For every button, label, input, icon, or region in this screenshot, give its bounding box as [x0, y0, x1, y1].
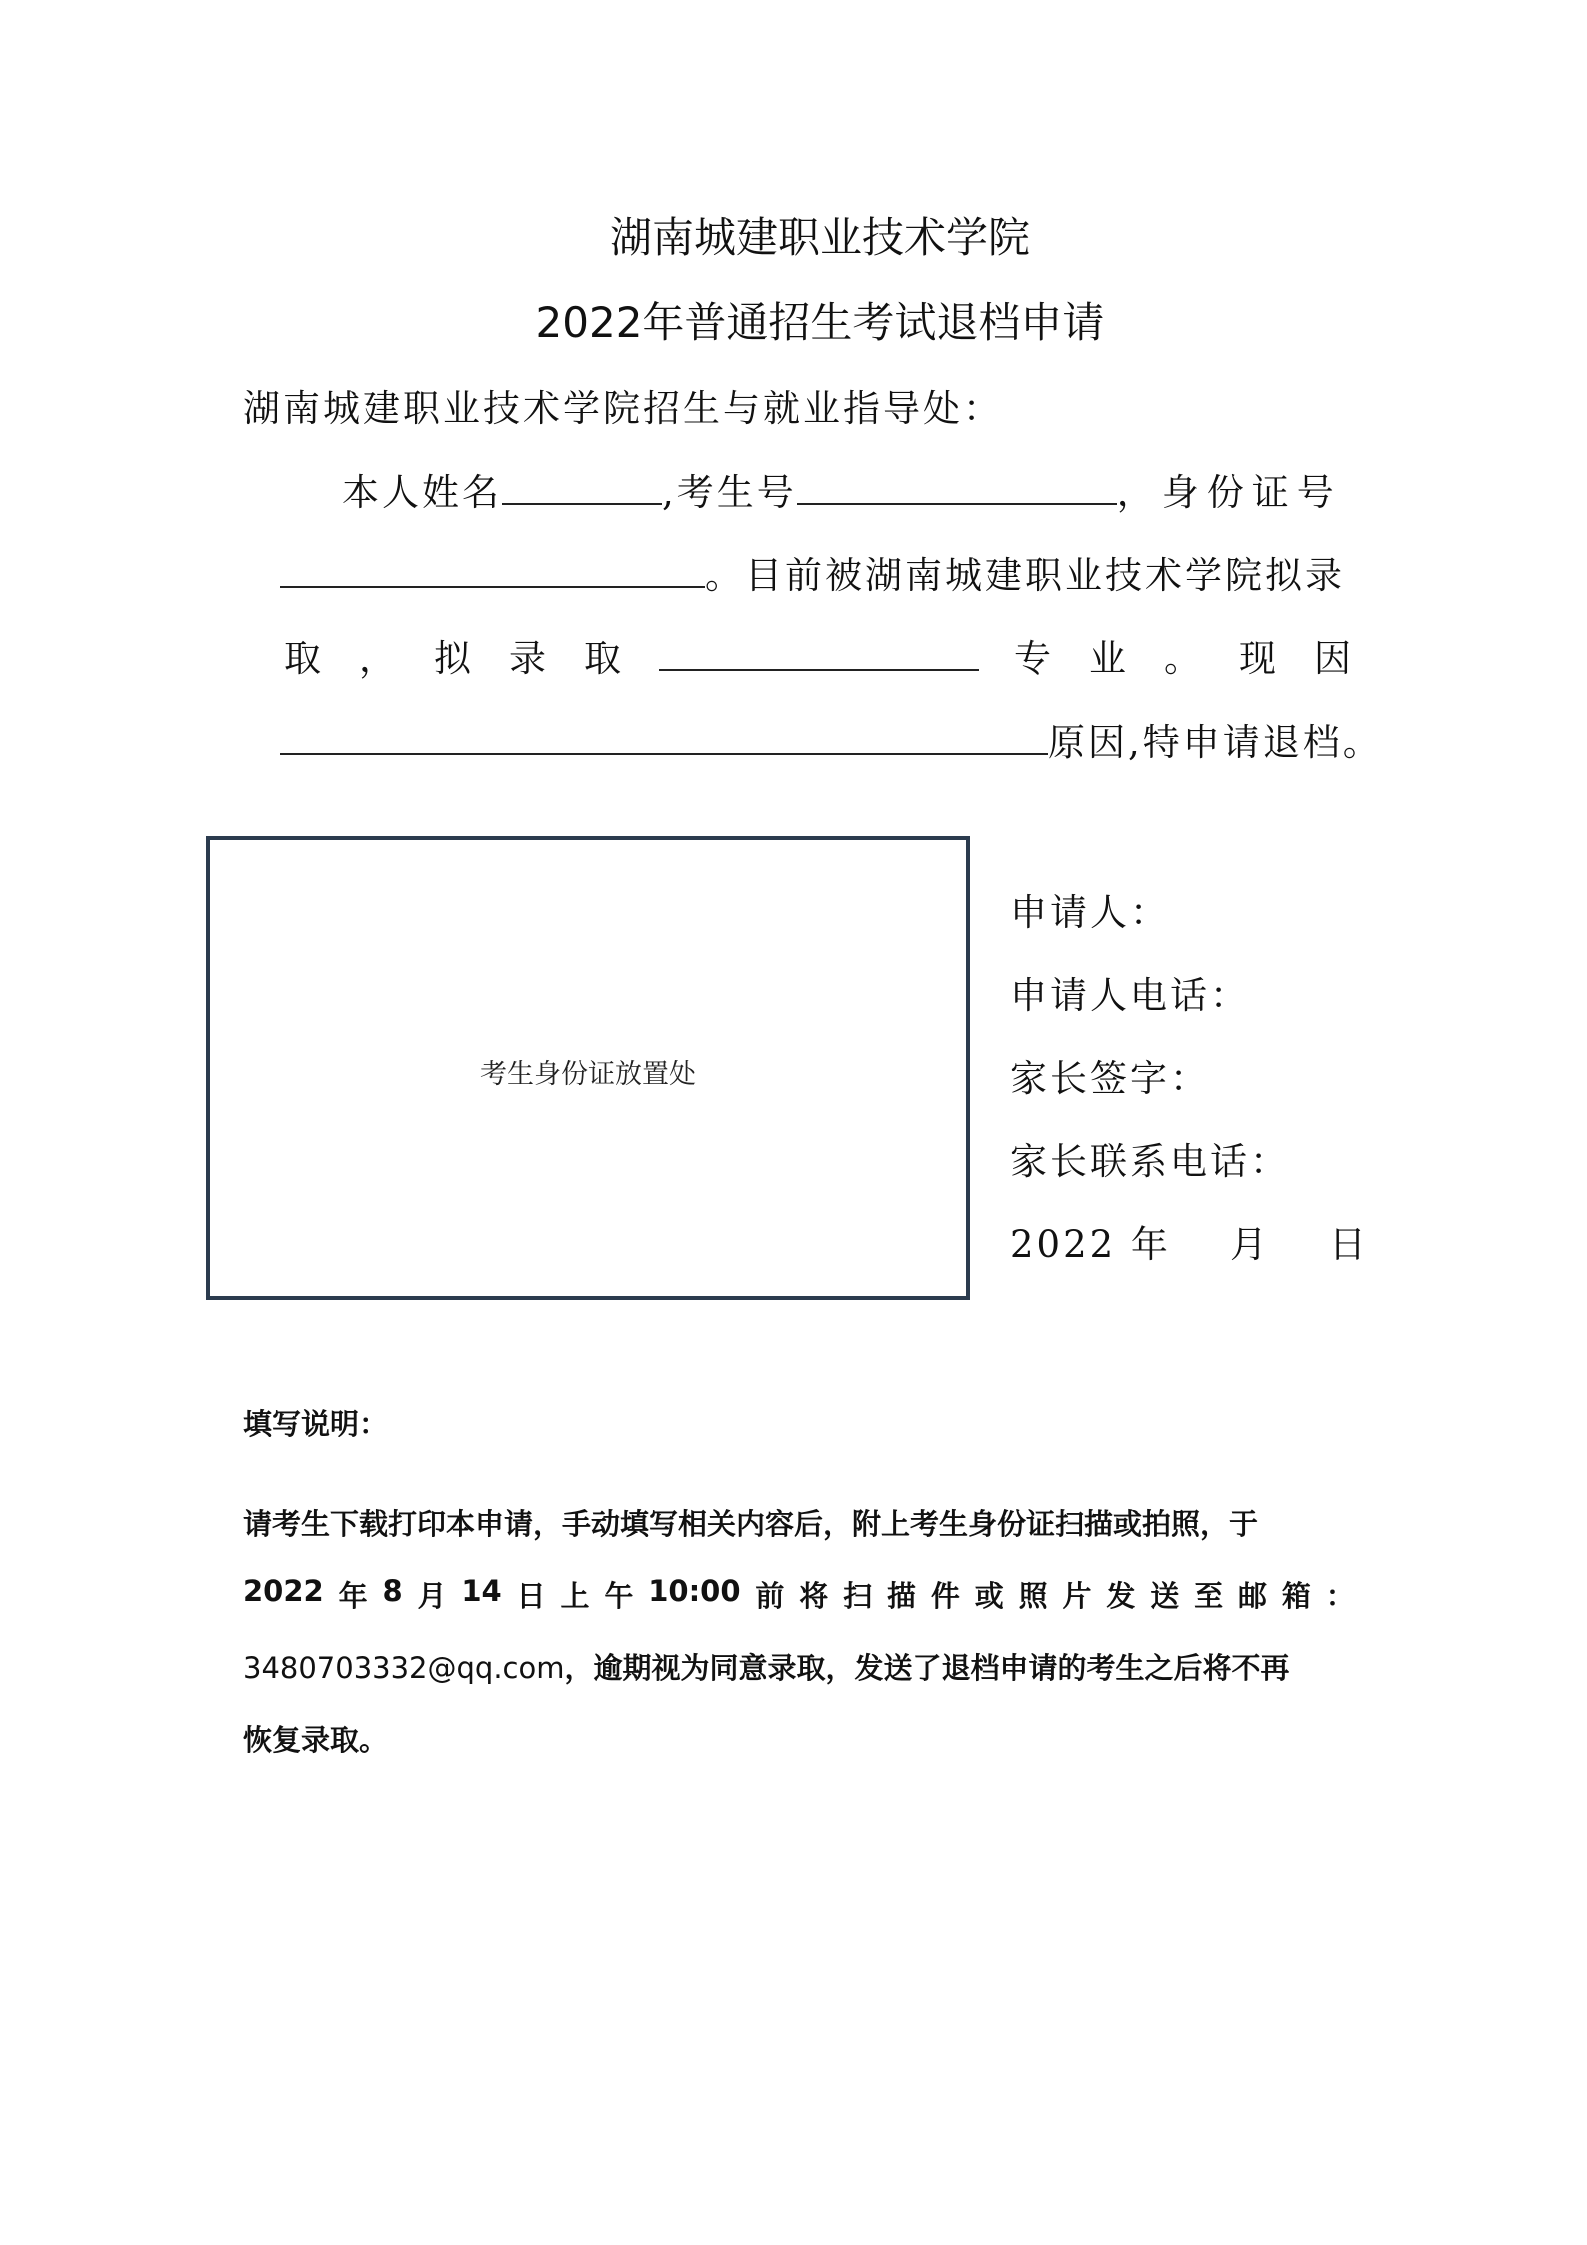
word: 年 — [338, 1579, 368, 1613]
word: 发 — [1106, 1579, 1136, 1613]
exam-no-label: ,考生号 — [662, 471, 797, 514]
applicant-phone-label: 申请人电话： — [1010, 974, 1250, 1017]
name-label: 本人姓名 — [342, 471, 502, 514]
word: 10:00 — [648, 1574, 741, 1608]
date-line: 2022 年 月 日 — [1010, 1223, 1370, 1266]
email-address[interactable]: 3480703332@qq.com — [243, 1651, 565, 1685]
word: 扫 — [843, 1579, 873, 1613]
word: 片 — [1062, 1579, 1092, 1613]
word: ： — [1325, 1579, 1355, 1613]
word: 照 — [1018, 1579, 1048, 1613]
char: 业 — [1089, 637, 1129, 680]
body-line-4 — [280, 712, 1383, 766]
word: 件 — [930, 1579, 960, 1613]
instructions-line-4: 恢复录取。 — [243, 1723, 389, 1757]
word: 前 — [755, 1579, 785, 1613]
admitted-text: 。目前被湖南城建职业技术学院拟录 — [705, 554, 1345, 597]
parent-phone-label: 家长联系电话： — [1010, 1140, 1290, 1183]
word: 至 — [1194, 1579, 1224, 1613]
char: 专 — [1014, 637, 1054, 680]
applicant-label: 申请人： — [1010, 891, 1170, 934]
id-label: ，身份证号 — [1116, 471, 1342, 514]
body-line-1 — [342, 462, 1342, 516]
word: 月 — [417, 1579, 447, 1613]
instructions-heading: 填写说明： — [243, 1407, 389, 1441]
instructions-line-3-rest: ，逾期视为同意录取，发送了退档申请的考生之后将不再 — [564, 1651, 1290, 1685]
char: ， — [359, 637, 399, 680]
char: 现 — [1239, 637, 1279, 680]
word: 或 — [974, 1579, 1004, 1613]
word: 14 — [461, 1574, 502, 1608]
word: 送 — [1150, 1579, 1180, 1613]
word: 上 — [560, 1579, 590, 1613]
name-blank[interactable] — [502, 467, 662, 505]
addressee: 湖南城建职业技术学院招生与就业指导处： — [243, 387, 1003, 430]
word: 2022 — [243, 1574, 324, 1608]
char: 取 — [284, 637, 324, 680]
word: 午 — [604, 1579, 634, 1613]
instructions-line-2 — [243, 1574, 1355, 1615]
page-subtitle: 2022年普通招生考试退档申请 — [535, 298, 1105, 347]
reason-suffix: 原因,特申请退档。 — [1048, 721, 1383, 764]
word: 日 — [516, 1579, 546, 1613]
char: 因 — [1314, 637, 1354, 680]
char: 取 — [584, 637, 624, 680]
word: 8 — [382, 1574, 403, 1608]
word: 描 — [887, 1579, 917, 1613]
major-blank[interactable] — [659, 633, 979, 671]
id-card-box — [206, 836, 970, 1300]
word: 箱 — [1281, 1579, 1311, 1613]
body-line-2 — [280, 545, 1345, 599]
page-title: 湖南城建职业技术学院 — [609, 213, 1030, 262]
instructions-line-3 — [243, 1646, 1290, 1687]
instructions-line-1: 请考生下载打印本申请，手动填写相关内容后，附上考生身份证扫描或拍照，于 — [243, 1507, 1259, 1541]
id-number-blank[interactable] — [280, 550, 705, 588]
char: 。 — [1164, 637, 1204, 680]
char: 录 — [509, 637, 549, 680]
reason-blank[interactable] — [280, 717, 1048, 755]
word: 将 — [799, 1579, 829, 1613]
parent-sign-label: 家长签字： — [1010, 1057, 1210, 1100]
char: 拟 — [434, 637, 474, 680]
word: 邮 — [1238, 1579, 1268, 1613]
id-card-box-label: 考生身份证放置处 — [480, 1059, 696, 1090]
body-line-3 — [284, 628, 1354, 682]
exam-no-blank[interactable] — [797, 467, 1117, 505]
